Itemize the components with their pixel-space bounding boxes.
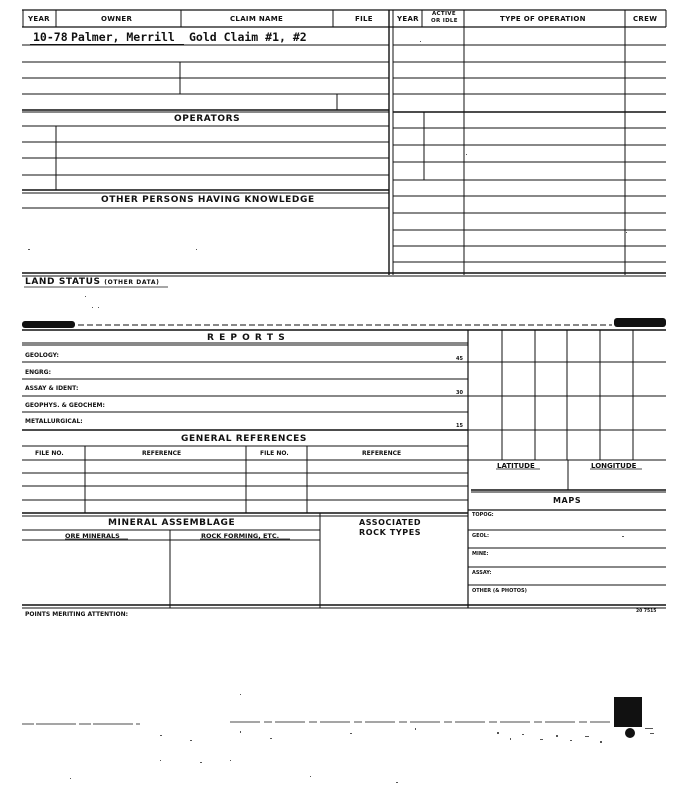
other-persons-heading: OTHER PERSONS HAVING KNOWLEDGE <box>101 195 315 205</box>
land-status-heading <box>25 277 159 287</box>
entry-underline <box>30 44 184 45</box>
ore-minerals-label: ORE MINERALS <box>65 532 120 540</box>
ref-file-no-1: FILE NO. <box>35 450 64 457</box>
ref-reference-1: REFERENCE <box>142 450 182 457</box>
report-geophys-geochem: GEOPHYS. & GEOCHEM: <box>25 402 105 409</box>
general-references-heading: GENERAL REFERENCES <box>181 434 307 444</box>
header-claim-name: CLAIM NAME <box>230 15 284 23</box>
map-geol: GEOL: <box>472 533 489 539</box>
entry-claim-name: Gold Claim #1, #2 <box>189 30 307 44</box>
map-assay: ASSAY: <box>472 570 492 576</box>
rock-types-heading: ROCK TYPES <box>359 528 422 537</box>
scale-45: 45 <box>456 356 463 362</box>
scale-30: 30 <box>456 390 463 396</box>
ref-file-no-2: FILE NO. <box>260 450 289 457</box>
points-meriting-attention-label: POINTS MERITING ATTENTION: <box>25 611 129 618</box>
report-engrg: ENGRG: <box>25 369 51 376</box>
header-file: FILE <box>355 15 373 23</box>
land-status-sublabel: (OTHER DATA) <box>104 279 160 286</box>
report-assay-ident: ASSAY & IDENT: <box>25 385 79 392</box>
map-topog: TOPOG: <box>472 512 494 518</box>
mineral-assemblage-heading: MINERAL ASSEMBLAGE <box>108 518 236 528</box>
longitude-label: LONGITUDE <box>591 462 637 470</box>
latitude-label: LATITUDE <box>497 462 535 470</box>
header-active: ACTIVE <box>432 11 456 17</box>
entry-owner: Palmer, Merrill <box>71 30 175 44</box>
header-type-of-operation: TYPE OF OPERATION <box>500 15 586 23</box>
report-geology: GEOLOGY: <box>25 352 59 359</box>
rock-forming-label: ROCK FORMING, ETC. <box>201 532 280 540</box>
ref-reference-2: REFERENCE <box>362 450 402 457</box>
operators-heading: OPERATORS <box>174 114 241 124</box>
maps-heading: MAPS <box>553 496 582 505</box>
header-year-2: YEAR <box>397 15 419 23</box>
report-metallurgical: METALLURGICAL: <box>25 418 83 425</box>
scale-15: 15 <box>456 423 463 429</box>
reports-heading: R E P O R T S <box>207 333 286 343</box>
form-number: 20 7515 <box>636 609 657 614</box>
associated-heading: ASSOCIATED <box>359 518 422 527</box>
land-status-label: LAND STATUS <box>25 277 101 287</box>
header-or-idle: OR IDLE <box>431 18 458 24</box>
entry-year: 10-78 <box>33 30 68 44</box>
header-crew: CREW <box>633 15 658 23</box>
header-year: YEAR <box>28 15 50 23</box>
map-other-photos: OTHER (& PHOTOS) <box>472 588 527 594</box>
map-mine: MINE: <box>472 551 489 557</box>
header-owner: OWNER <box>101 15 133 23</box>
